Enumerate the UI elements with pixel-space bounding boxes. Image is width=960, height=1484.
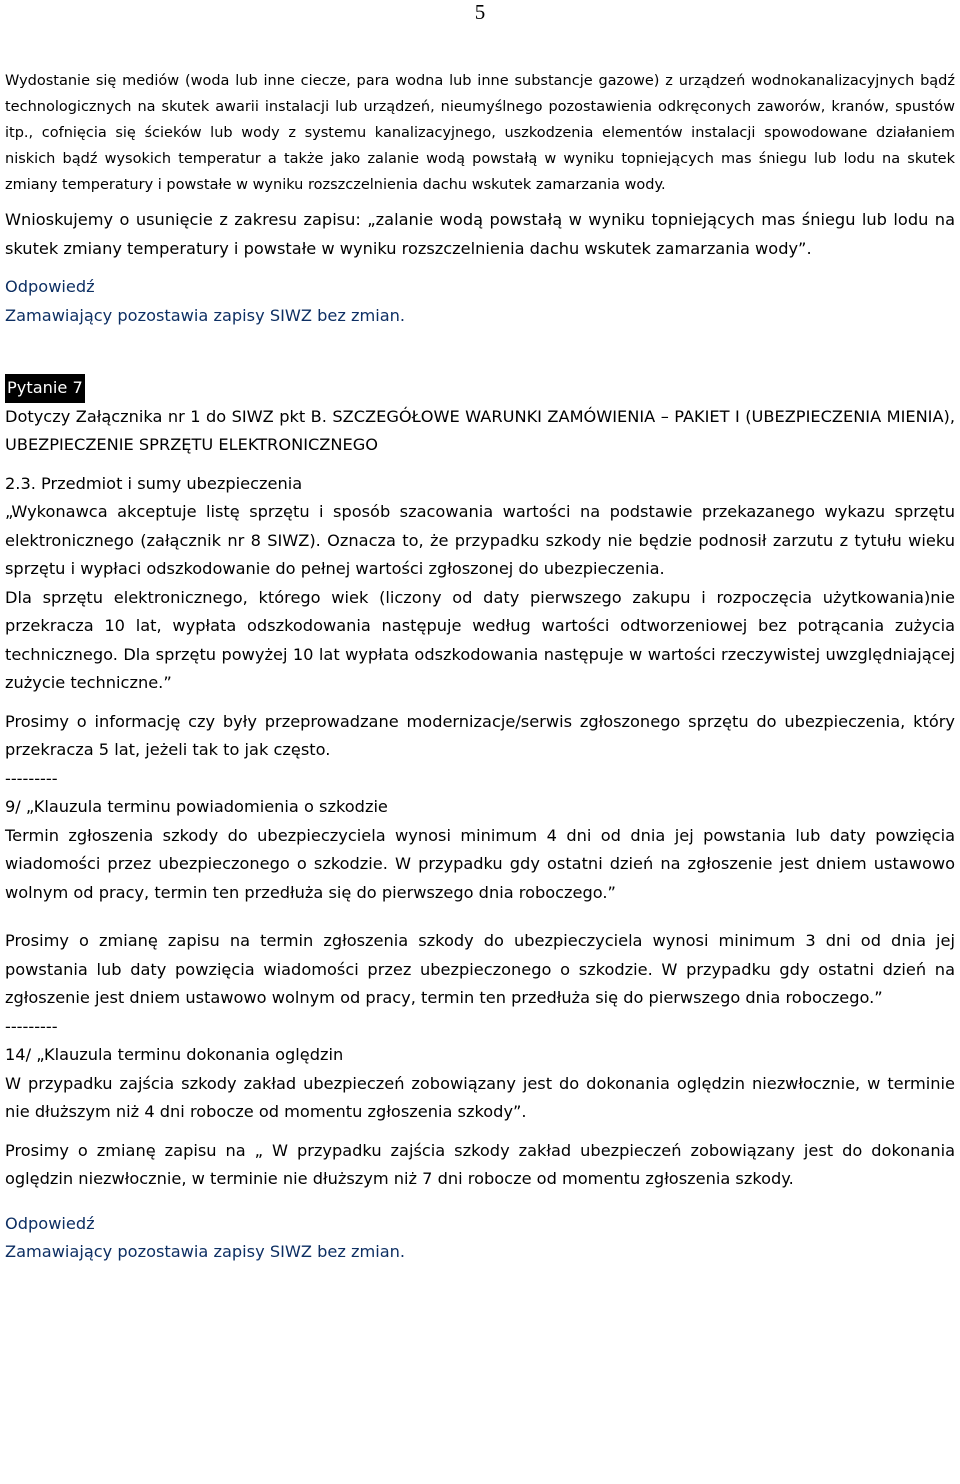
clause-paragraph: „Wykonawca akceptuje listę sprzętu i sposób szacowania wartości na podstawie przekazanego wykazu sprzętu elektronicznego (załącznik nr 8 SIWZ). Oznacza to, że przypadku szkody nie będzie podnosił zarzutu z tytułu wieku sprzętu i wypłaci odszkodowanie do pełnej wartości zgłoszonej do ubezpieczenia. (5, 502, 955, 578)
clause-paragraph: Termin zgłoszenia szkody do ubezpieczyciela wynosi minimum 4 dni od dnia jej powstania lub daty powzięcia wiadomości przez ubezpieczonego o szkodzie. W przypadku gdy ostatni dzień na zgłoszenie jest dniem ustawowo wolnym od pracy, termin ten przedłuża się do pierwszego dnia roboczego.” (5, 825, 955, 902)
page-number: 5 (474, 0, 486, 24)
clause-title: 9/ „Klauzula terminu powiadomienia o szkodzie (5, 797, 388, 816)
separator: --------- (5, 768, 58, 788)
question-heading: Pytanie 7 (5, 374, 85, 403)
question-regarding: Dotyczy Załącznika nr 1 do SIWZ pkt B. SZCZEGÓŁOWE WARUNKI ZAMÓWIENIA – PAKIET I (UBEZPIECZENIA MIENIA), UBEZPIECZENIE SPRZĘTU ELEKTRONICZNEGO (5, 406, 955, 454)
answer-text: Zamawiający pozostawia zapisy SIWZ bez zmian. (5, 305, 406, 325)
request-paragraph: Prosimy o informację czy były przeprowadzane modernizacje/serwis zgłoszonego sprzętu do ubezpieczenia, który przekracza 5 lat, jeżeli tak to jak często. (5, 711, 955, 759)
request-paragraph: Prosimy o zmianę zapisu na termin zgłoszenia szkody do ubezpieczyciela wynosi minimum 3 dni od dnia jej powstania lub daty powzięcia wiadomości przez ubezpieczonego o szkodzie. W przypadku gdy ostatni dzień na zgłoszenie jest dniem ustawowo wolnym od pracy, termin ten przedłuża się do pierwszego dnia roboczego.” (5, 931, 955, 1007)
answer-text: Zamawiający pozostawia zapisy SIWZ bez zmian. (5, 1242, 406, 1261)
answer-label: Odpowiedź (5, 277, 95, 296)
clause-title: 14/ „Klauzula terminu dokonania oględzin (5, 1045, 344, 1064)
request-paragraph: Prosimy o zmianę zapisu na „ W przypadku zajścia szkody zakład ubezpieczeń zobowiązany jest do dokonania oględzin niezwłocznie, w terminie nie dłuższym niż 7 dni robocze od momentu zgłoszenia szkody. (5, 1140, 955, 1188)
separator: --------- (5, 1016, 58, 1036)
answer-label: Odpowiedź (5, 1213, 95, 1233)
intro-paragraph: Wydostanie się mediów (woda lub inne ciecze, para wodna lub inne substancje gazowe) z urządzeń wodnokanalizacyjnych bądź technologicznych na skutek awarii instalacji lub urządzeń, nieumyślnego pozostawienia odkręconych zaworów, kranów, spustów itp., cofnięcia się ścieków lub wody z systemu kanalizacyjnego, uszkodzenia elementów instalacji spowodowane działaniem niskich bądź wysokich temperatur a także jako zalanie wodą powstałą w wyniku topniejących mas śniegu lub lodu na skutek zmiany temperatury i powstałe w wyniku rozszczelnienia dachu wskutek zamarzania wody. (5, 73, 955, 193)
clause-paragraph: Dla sprzętu elektronicznego, którego wiek (liczony od daty pierwszego zakupu i rozpoczęcia użytkowania)nie przekracza 10 lat, wypłata odszkodowania następuje według wartości odtworzeniowej bez potrącania zużycia technicznego. Dla sprzętu powyżej 10 lat wypłata odszkodowania następuje w wartości rzeczywistej uwzględniającej zużycie techniczne.” (5, 587, 955, 692)
document-content (5, 68, 955, 1267)
question-heading-line (5, 374, 955, 403)
section-title: 2.3. Przedmiot i sumy ubezpieczenia (5, 473, 303, 493)
clause-paragraph: W przypadku zajścia szkody zakład ubezpieczeń zobowiązany jest do dokonania oględzin niezwłocznie, w terminie nie dłuższym niż 4 dni robocze od momentu zgłoszenia szkody”. (5, 1073, 955, 1121)
request-paragraph: Wnioskujemy o usunięcie z zakresu zapisu: „zalanie wodą powstałą w wyniku topniejących mas śniegu lub lodu na skutek zmiany temperatury i powstałe w wyniku rozszczelnienia dachu wskutek zamarzania wody”. (5, 210, 955, 258)
